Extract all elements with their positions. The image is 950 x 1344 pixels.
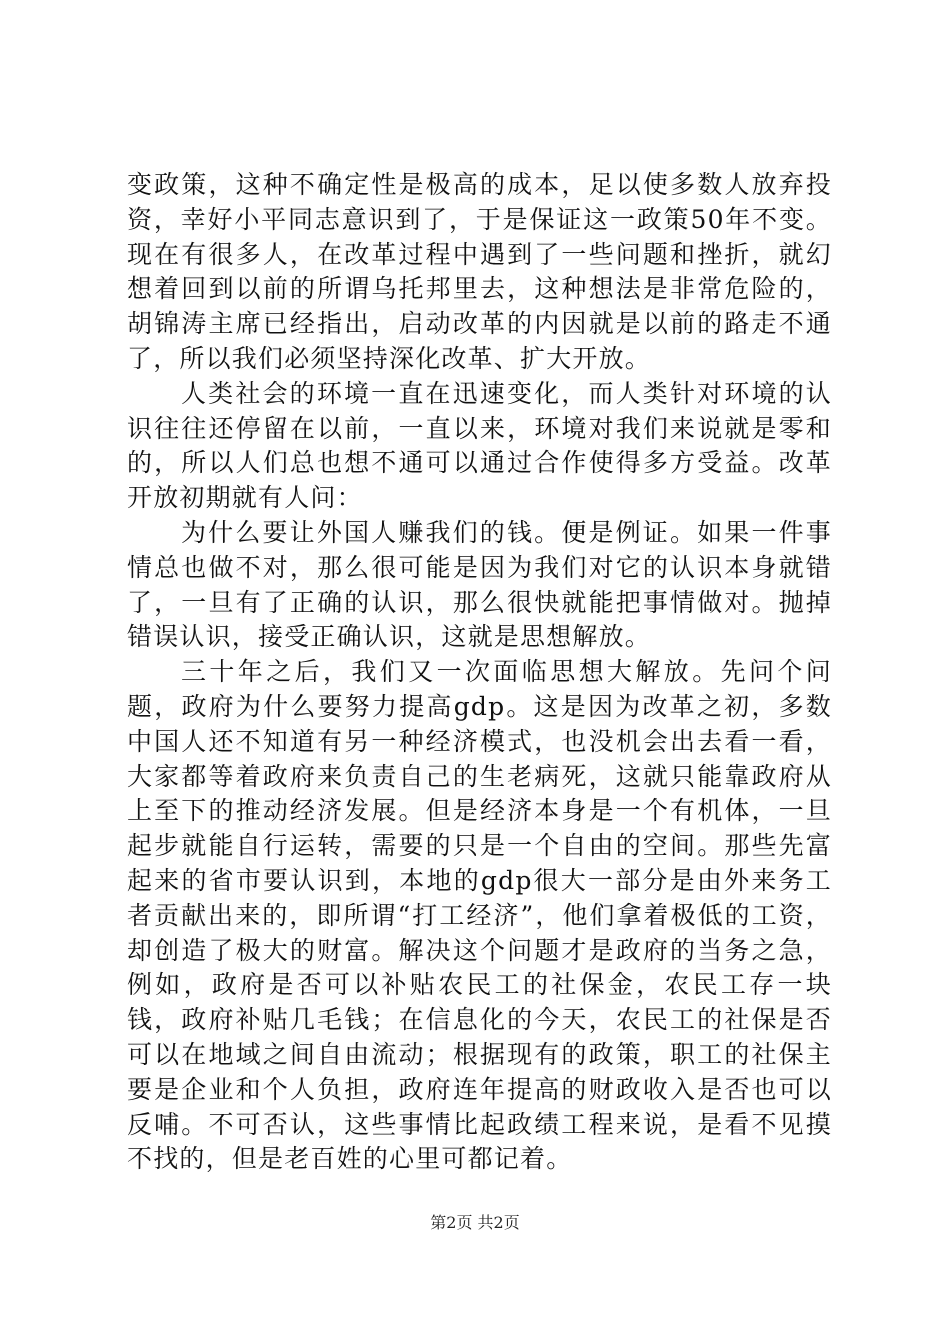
paragraph-2: 人类社会的环境一直在迅速变化，而人类针对环境的认识往往还停留在以前，一直以来，环境对我们来说就是零和的，所以人们总也想不通可以通过合作使得多方受益。改革开放初期就有人问： — [127, 378, 832, 513]
document-body — [127, 168, 832, 1177]
paragraph-3: 为什么要让外国人赚我们的钱。便是例证。如果一件事情总也做不对，那么很可能是因为我们对它的认识本身就错了，一旦有了正确的认识，那么很快就能把事情做对。抛掉错误认识，接受正确认识，这就是思想解放。 — [127, 517, 832, 652]
page-footer: 第2页 共2页 — [430, 1213, 520, 1232]
paragraph-4: 三十年之后，我们又一次面临思想大解放。先问个问题，政府为什么要努力提高gdp。这是因为改革之初，多数中国人还不知道有另一种经济模式，也没机会出去看一看，大家都等着政府来负责自己的生老病死，这就只能靠政府从上至下的推动经济发展。但是经济本身是一个有机体，一旦起步就能自行运转，需要的只是一个自由的空间。那些先富起来的省市要认识到，本地的gdp很大一部分是由外来务工者贡献出来的，即所谓“打工经济”，他们拿着极低的工资，却创造了极大的财富。解决这个问题才是政府的当务之急，例如，政府是否可以补贴农民工的社保金，农民工存一块钱，政府补贴几毛钱；在信息化的今天，农民工的社保是否可以在地域之间自由流动；根据现有的政策，职工的社保主要是企业和个人负担，政府连年提高的财政收入是否也可以反哺。不可否认，这些事情比起政绩工程来说，是看不见摸不找的，但是老百姓的心里可都记着。 — [127, 657, 832, 1174]
paragraph-1: 变政策，这种不确定性是极高的成本，足以使多数人放弃投资，幸好小平同志意识到了，于是保证这一政策50年不变。现在有很多人，在改革过程中遇到了一些问题和挫折，就幻想着回到以前的所谓乌托邦里去，这种想法是非常危险的，胡锦涛主席已经指出，启动改革的内因就是以前的路走不通了，所以我们必须坚持深化改革、扩大开放。 — [127, 170, 832, 373]
